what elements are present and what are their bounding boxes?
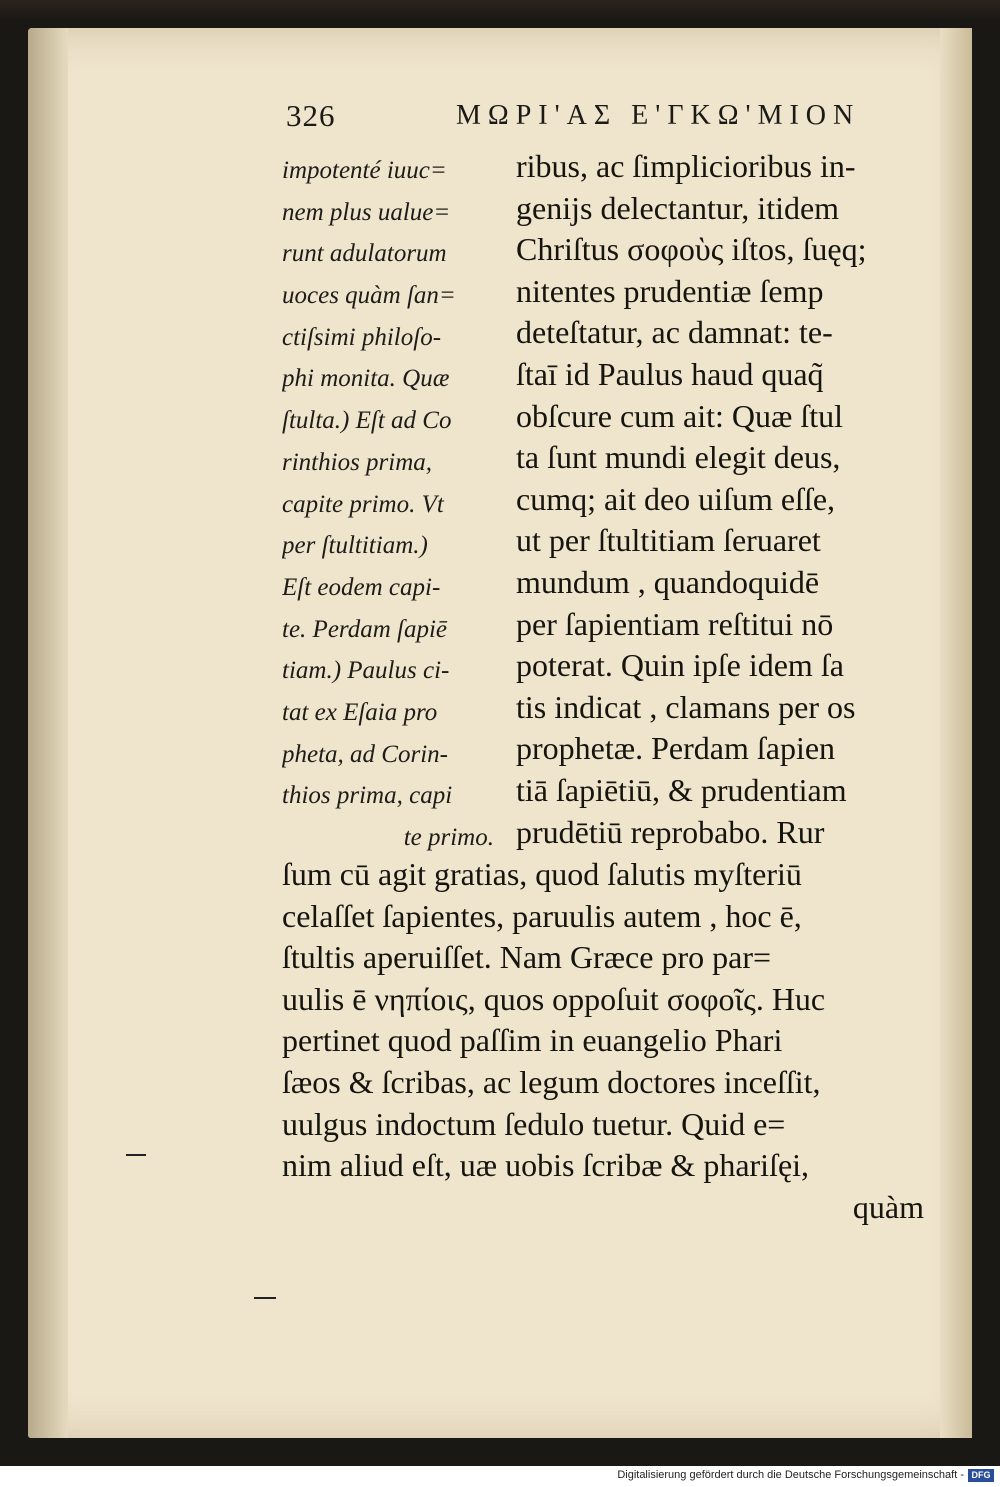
text-line: ſæos & ſcribas, ac legum doctores inceſſit, bbox=[282, 1063, 821, 1100]
text-line: Chriſtus σοφοὺς iſtos, ſuęq; bbox=[516, 231, 867, 268]
text-line: tis indicat , clamans per os bbox=[516, 688, 856, 725]
page-edge-left bbox=[28, 28, 68, 1438]
scan-mark bbox=[254, 1297, 276, 1299]
margin-note-line: ſtulta.) Eſt ad Co bbox=[282, 407, 452, 435]
margin-note-line: capite primo. Vt bbox=[282, 490, 444, 518]
running-title: ΜΩΡΙ'ΑΣ Ε'ΓΚΩ'ΜΙΟΝ bbox=[456, 100, 861, 131]
text-line: ſtultis aperuiſſet. Nam Græce pro par= bbox=[282, 939, 772, 976]
margin-note-line: te. Perdam ſapiē bbox=[282, 615, 448, 643]
text-line: genijs delectantur, itidem bbox=[516, 189, 840, 226]
text-line: pertinet quod paſſim in euangelio Phari bbox=[282, 1022, 783, 1059]
margin-note-line: tiam.) Paulus ci- bbox=[282, 657, 450, 685]
margin-note-line: phi monita. Quæ bbox=[282, 365, 450, 393]
margin-note-line: per ſtultitiam.) bbox=[282, 532, 428, 560]
margin-note-line: te primo. bbox=[403, 824, 494, 851]
text-line: prophetæ. Perdam ſapien bbox=[516, 730, 836, 767]
text-line: uulis ē νηπίοις, quos oppoſuit σοφοῖς. Huc bbox=[282, 980, 826, 1017]
text-line: ſum cū agit gratias, quod ſalutis myſteriū bbox=[282, 856, 802, 892]
margin-note-line: Eſt eodem capi- bbox=[282, 573, 441, 601]
footer-bar bbox=[0, 1466, 1000, 1487]
scan-mark bbox=[126, 1154, 146, 1156]
text-line: uulgus indoctum ſedulo tuetur. Quid e= bbox=[282, 1105, 786, 1142]
text-line: nim aliud eſt, uæ uobis ſcribæ & phariſęi, bbox=[282, 1147, 810, 1184]
margin-note-line: rinthios prima, bbox=[282, 448, 433, 476]
text-line: ribus, ac ſimplicioribus in- bbox=[516, 148, 856, 184]
margin-note-line: uoces quàm ſan= bbox=[282, 282, 456, 310]
full-width-text bbox=[282, 854, 924, 1228]
text-line: ut per ſtultitiam ſeruaret bbox=[516, 522, 821, 559]
text-line: obſcure cum ait: Quæ ſtul bbox=[516, 397, 844, 434]
text-line: prudētiū reprobabo. Rur bbox=[516, 813, 825, 850]
text-line: mundum , quandoquidē bbox=[516, 563, 820, 600]
margin-note-line: pheta, ad Corin- bbox=[282, 740, 448, 768]
text-line: nitentes prudentiæ ſemp bbox=[516, 272, 824, 309]
text-line: cumq; ait deo uiſum eſſe, bbox=[516, 480, 836, 517]
margin-note-line: runt adulatorum bbox=[282, 240, 447, 268]
catchword: quàm bbox=[852, 1188, 924, 1225]
margin-note-line: ctiſsimi philoſo- bbox=[282, 323, 442, 351]
margin-note-line: impotenté iuuc= bbox=[282, 157, 447, 184]
text-line: deteſtatur, ac damnat: te- bbox=[516, 314, 833, 351]
dfg-logo-icon: DFG bbox=[968, 1469, 994, 1482]
text-line: ſtaī id Paulus haud quaq̃ bbox=[516, 355, 824, 392]
margin-note-line: nem plus ualue= bbox=[282, 198, 451, 226]
scan-background bbox=[0, 0, 1000, 20]
body-column bbox=[516, 146, 924, 853]
page-edge-right bbox=[940, 28, 972, 1438]
page-number: 326 bbox=[286, 98, 336, 133]
margin-notes bbox=[282, 150, 504, 859]
page-header bbox=[286, 98, 926, 146]
margin-note-line: tat ex Eſaia pro bbox=[282, 698, 438, 726]
text-line: ta ſunt mundi elegit deus, bbox=[516, 439, 841, 476]
text-line: poterat. Quin ipſe idem ſa bbox=[516, 647, 844, 684]
text-line: celaſſet ſapientes, paruulis autem , hoc ē, bbox=[282, 897, 802, 934]
text-line: tiā ſapiētiū, & prudentiam bbox=[516, 771, 847, 808]
margin-note-line: thios prima, capi bbox=[282, 782, 453, 810]
funding-credit: Digitalisierung gefördert durch die Deutsche Forschungsgemeinschaft - bbox=[617, 1469, 964, 1481]
text-line: per ſapientiam reſtitui nō bbox=[516, 605, 834, 642]
